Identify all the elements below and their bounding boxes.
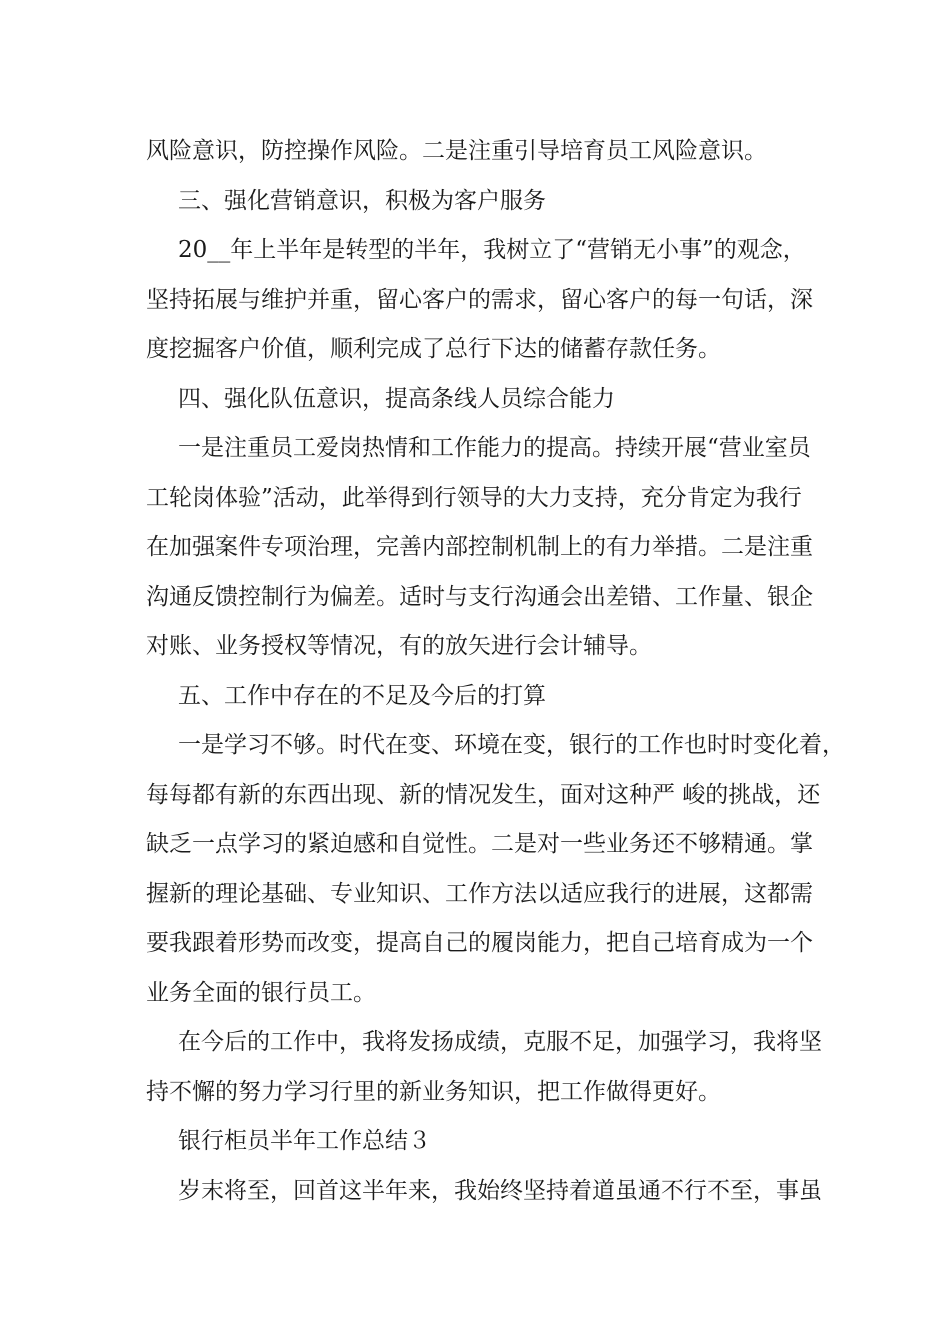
paragraph-line: 要我跟着形势而改变，提高自己的履岗能力，把自己培育成为一个 [146, 930, 813, 956]
paragraph-line: 对账、业务授权等情况，有的放矢进行会计辅导。 [146, 633, 652, 659]
document-section-title: 银行柜员半年工作总结３ [178, 1128, 431, 1154]
paragraph-line: 一是学习不够。时代在变、环境在变，银行的工作也时时变化着， [178, 732, 845, 758]
paragraph-line: 一是注重员工爱岗热情和工作能力的提高。持续开展“营业室员 [178, 435, 811, 461]
paragraph-line: 业务全面的银行员工。 [146, 979, 376, 1006]
section-heading: 四、强化队伍意识，提高条线人员综合能力 [178, 385, 615, 412]
paragraph-line: 岁末将至，回首这半年来，我始终坚持着道虽通不行不至，事虽 [178, 1177, 822, 1204]
paragraph-line: 握新的理论基础、专业知识、工作方法以适应我行的进展，这都需 [146, 880, 813, 907]
paragraph-line: 在加强案件专项治理，完善内部控制机制上的有力举措。二是注重 [146, 534, 813, 560]
document-body [146, 127, 845, 1216]
paragraph-line: 持不懈的努力学习行里的新业务知识，把工作做得更好。 [146, 1078, 721, 1105]
paragraph-line: 每每都有新的东西出现、新的情况发生，面对这种严 峻的挑战，还 [146, 781, 821, 808]
paragraph-line: 度挖掘客户价值，顺利完成了总行下达的储蓄存款任务。 [146, 336, 721, 362]
paragraph-line: 工轮岗体验”活动，此举得到行领导的大力支持，充分肯定为我行 [146, 484, 802, 511]
paragraph-line: 在今后的工作中，我将发扬成绩，克服不足，加强学习，我将坚 [178, 1029, 822, 1055]
section-heading: 三、强化营销意识，积极为客户服务 [178, 187, 546, 214]
paragraph-line: 缺乏一点学习的紧迫感和自觉性。二是对一些业务还不够精通。掌 [146, 831, 813, 857]
paragraph-line: 风险意识，防控操作风险。二是注重引导培育员工风险意识。 [146, 138, 767, 164]
section-heading: 五、工作中存在的不足及今后的打算 [178, 682, 546, 709]
paragraph-line: 沟通反馈控制行为偏差。适时与支行沟通会出差错、工作量、银企 [146, 583, 813, 610]
paragraph-line: 20__年上半年是转型的半年，我树立了“营销无小事”的观念， [178, 237, 806, 263]
paragraph-line: 坚持拓展与维护并重，留心客户的需求，留心客户的每一句话，深 [146, 286, 813, 313]
